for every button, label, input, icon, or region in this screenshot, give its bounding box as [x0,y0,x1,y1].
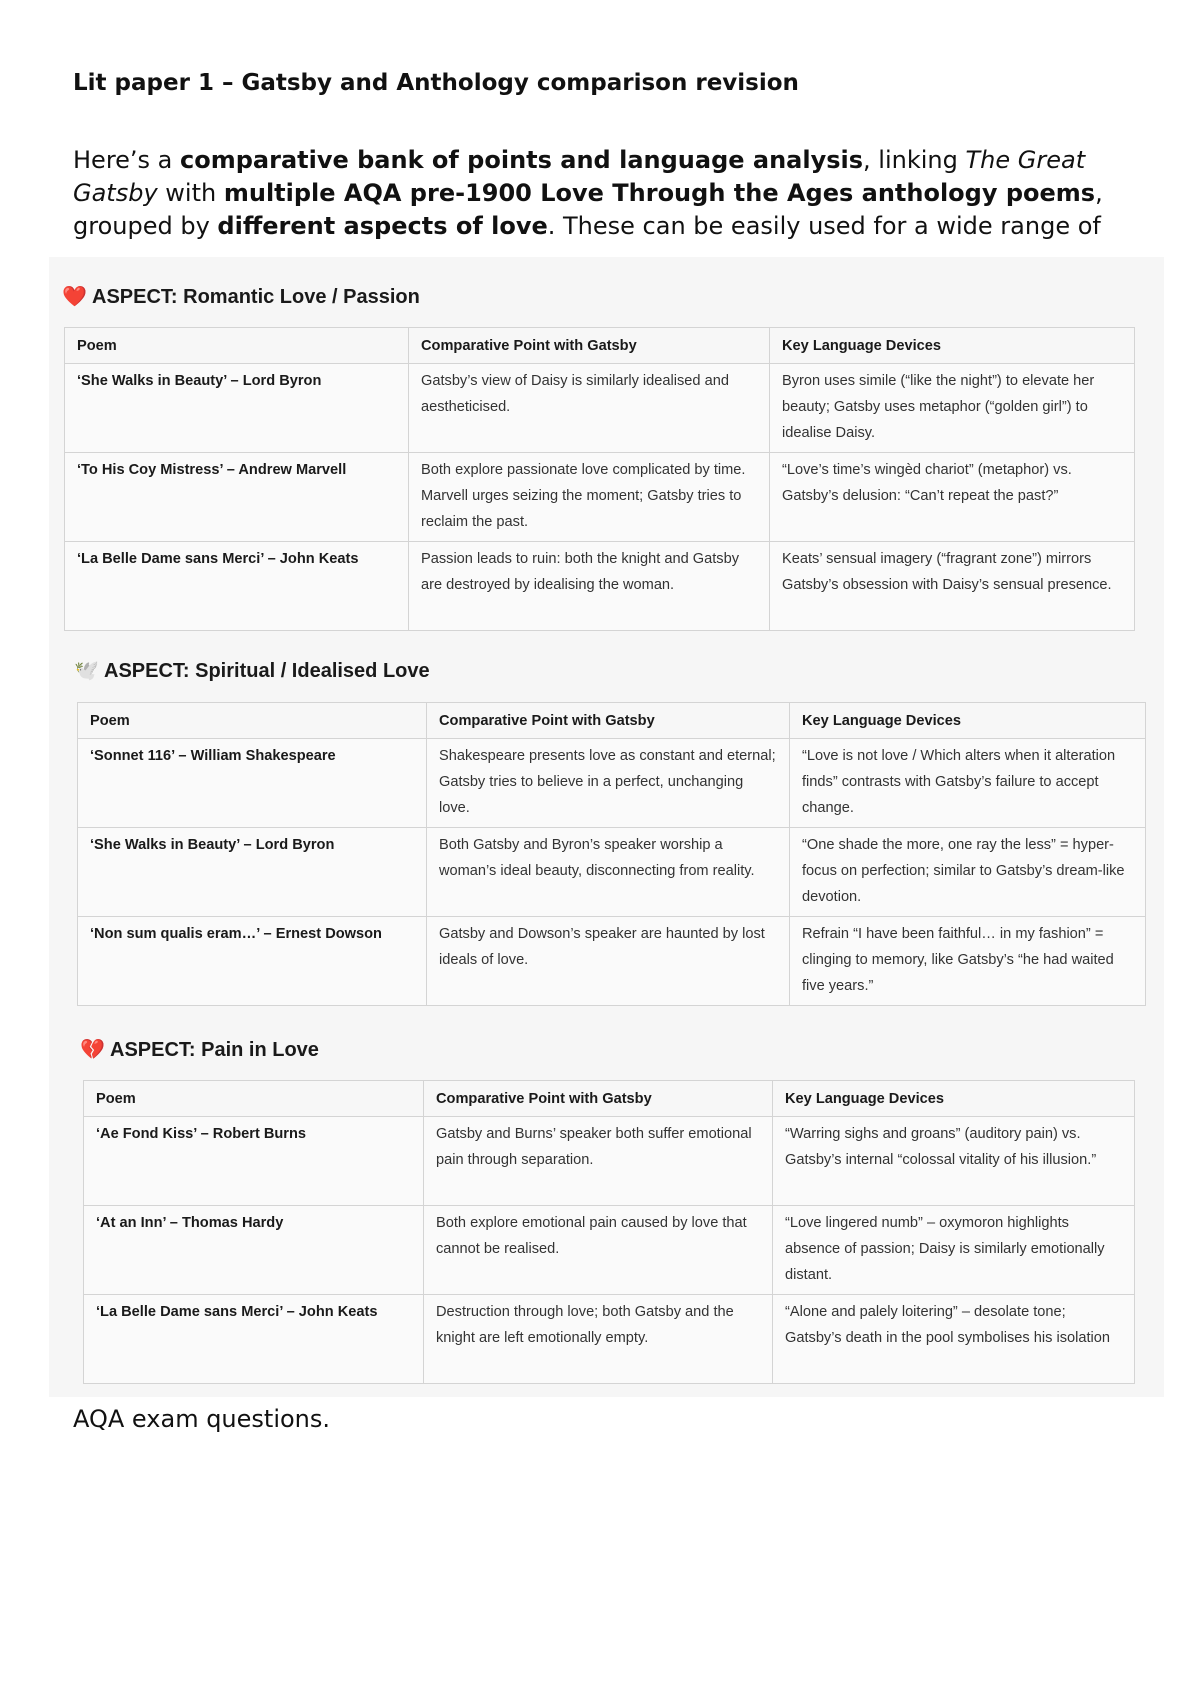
intro-bold-text: comparative bank of points and language analysis [180,146,864,174]
table-header-row [65,328,1135,364]
column-header-point: Comparative Point with Gatsby [409,328,770,364]
heart-icon: ❤️ [62,286,87,308]
poem-cell: ‘Sonnet 116’ – William Shakespeare [78,739,427,828]
aspect-heading [74,655,430,687]
point-cell: Shakespeare presents love as constant and eternal; Gatsby tries to believe in a perfect, unchanging love. [427,739,790,828]
poem-cell: ‘Non sum qualis eram…’ – Ernest Dowson [78,917,427,1006]
devices-cell: “Love’s time’s wingèd chariot” (metaphor) vs. Gatsby’s delusion: “Can’t repeat the past?” [770,453,1135,542]
table-row [78,917,1146,1006]
page-title: Lit paper 1 – Gatsby and Anthology comparison revision [73,70,799,96]
aspect-heading-text: ASPECT: Spiritual / Idealised Love [104,660,430,682]
devices-cell: “Love lingered numb” – oxymoron highlights absence of passion; Daisy is similarly emotionally distant. [773,1206,1135,1295]
closing-text: AQA exam questions. [73,1405,331,1433]
devices-cell: Refrain “I have been faithful… in my fashion” = clinging to memory, like Gatsby’s “he had waited five years.” [790,917,1146,1006]
column-header-poem: Poem [65,328,409,364]
point-cell: Destruction through love; both Gatsby and the knight are left emotionally empty. [424,1295,773,1384]
broken-heart-icon: 💔 [80,1039,105,1061]
column-header-poem: Poem [84,1081,424,1117]
dove-icon: 🕊️ [74,660,99,682]
column-header-point: Comparative Point with Gatsby [427,703,790,739]
table-row [65,542,1135,631]
aspect-section-spiritual [74,655,430,687]
intro-text: . These can be easily used for a wide range of [547,212,1101,240]
poem-cell: ‘She Walks in Beauty’ – Lord Byron [65,364,409,453]
aspect-section-romantic [62,281,420,313]
intro-bold-text: multiple AQA pre-1900 Love Through the Ages anthology poems [223,179,1096,207]
aspect-heading-text: ASPECT: Pain in Love [110,1039,319,1061]
poem-cell: ‘Ae Fond Kiss’ – Robert Burns [84,1117,424,1206]
point-cell: Both Gatsby and Byron’s speaker worship a woman’s ideal beauty, disconnecting from reality. [427,828,790,917]
point-cell: Gatsby and Dowson’s speaker are haunted by lost ideals of love. [427,917,790,1006]
table-row [84,1206,1135,1295]
point-cell: Gatsby and Burns’ speaker both suffer emotional pain through separation. [424,1117,773,1206]
devices-cell: “Warring sighs and groans” (auditory pain) vs. Gatsby’s internal “colossal vitality of his illusion.” [773,1117,1135,1206]
point-cell: Both explore emotional pain caused by love that cannot be realised. [424,1206,773,1295]
devices-cell: Byron uses simile (“like the night”) to elevate her beauty; Gatsby uses metaphor (“golden girl”) to idealise Daisy. [770,364,1135,453]
intro-text: , linking [863,146,966,174]
devices-cell: “Alone and palely loitering” – desolate tone; Gatsby’s death in the pool symbolises his isolation [773,1295,1135,1384]
devices-cell: Keats’ sensual imagery (“fragrant zone”) mirrors Gatsby’s obsession with Daisy’s sensual presence. [770,542,1135,631]
comparison-table [83,1080,1135,1384]
intro-text: with [157,179,224,207]
poem-cell: ‘She Walks in Beauty’ – Lord Byron [78,828,427,917]
poem-cell: ‘To His Coy Mistress’ – Andrew Marvell [65,453,409,542]
comparison-table [77,702,1146,1006]
poem-cell: ‘La Belle Dame sans Merci’ – John Keats [65,542,409,631]
column-header-poem: Poem [78,703,427,739]
column-header-devices: Key Language Devices [770,328,1135,364]
column-header-devices: Key Language Devices [773,1081,1135,1117]
intro-text: , grouped by [73,179,1103,240]
aspect-heading [80,1034,319,1066]
devices-cell: “One shade the more, one ray the less” = hyper-focus on perfection; similar to Gatsby’s dream-like devotion. [790,828,1146,917]
embedded-comparison-screenshot [49,257,1164,1397]
table-header-row [78,703,1146,739]
table-row [78,739,1146,828]
point-cell: Both explore passionate love complicated by time. Marvell urges seizing the moment; Gatsby tries to reclaim the past. [409,453,770,542]
column-header-point: Comparative Point with Gatsby [424,1081,773,1117]
point-cell: Gatsby’s view of Daisy is similarly idealised and aestheticised. [409,364,770,453]
aspect-heading [62,281,420,313]
comparison-table [64,327,1135,631]
intro-text: Here’s a [73,146,181,174]
intro-italic-title: The Great Gatsby [73,146,1086,207]
table-row [84,1117,1135,1206]
column-header-devices: Key Language Devices [790,703,1146,739]
aspect-section-pain [80,1034,319,1066]
intro-bold-text: different aspects of love [217,212,548,240]
poem-cell: ‘At an Inn’ – Thomas Hardy [84,1206,424,1295]
intro-paragraph [73,144,1133,243]
table-header-row [84,1081,1135,1117]
devices-cell: “Love is not love / Which alters when it alteration finds” contrasts with Gatsby’s failure to accept change. [790,739,1146,828]
aspect-heading-text: ASPECT: Romantic Love / Passion [92,286,420,308]
poem-cell: ‘La Belle Dame sans Merci’ – John Keats [84,1295,424,1384]
point-cell: Passion leads to ruin: both the knight and Gatsby are destroyed by idealising the woman. [409,542,770,631]
table-row [84,1295,1135,1384]
table-row [65,364,1135,453]
table-row [78,828,1146,917]
table-row [65,453,1135,542]
